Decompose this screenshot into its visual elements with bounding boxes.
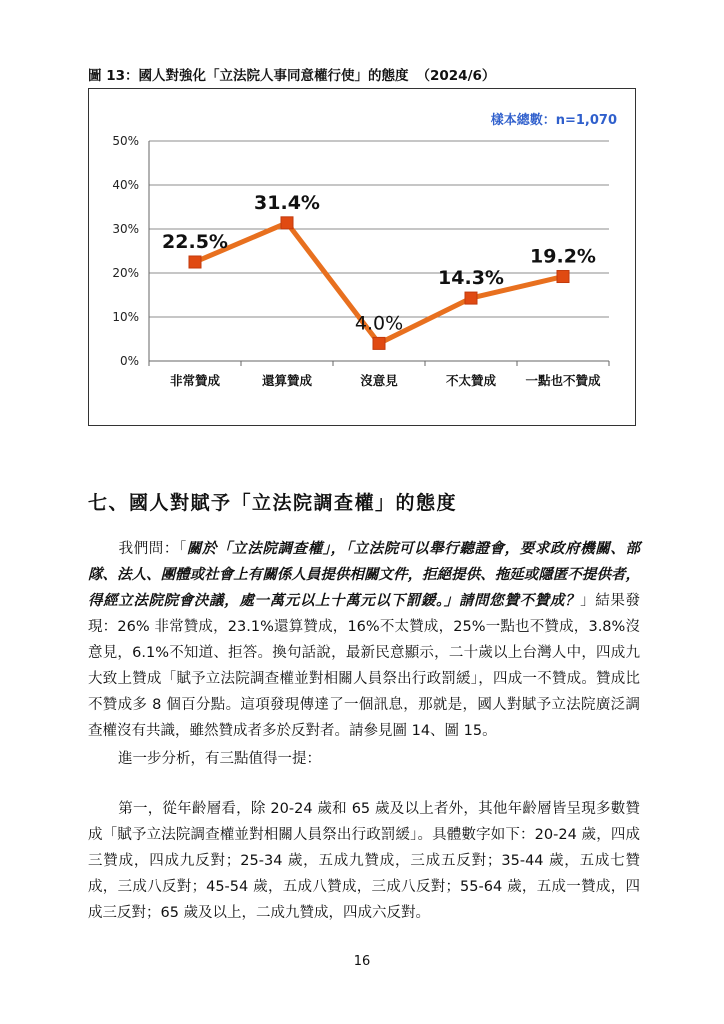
- x-category-label: 一點也不贊成: [525, 373, 601, 388]
- x-category-label: 不太贊成: [445, 373, 497, 388]
- line-chart: [88, 88, 636, 426]
- data-point: [281, 217, 293, 229]
- x-category-label: 還算贊成: [261, 373, 313, 388]
- paragraph-2-text: 進一步分析，有三點值得一提：: [118, 751, 321, 767]
- data-point: [465, 292, 477, 304]
- y-tick-label: 50%: [112, 134, 139, 148]
- data-point: [557, 271, 569, 283]
- y-tick-label: 0%: [119, 354, 139, 368]
- paragraph-3-text: 第一，從年齡層看，除 20-24 歲和 65 歲及以上者外，其他年齡層皆呈現多數贊成「賦予立法院調查權並對相關人員祭出行政罰緩」。具體數字如下：20-24 歲，四成三贊成，四成九反對；25-34 歲，五成九贊成，三成五反對；35-44 歲，五成七贊成，三成八反對；45-54 歲，五成八贊成，三成八反對；55-64 歲，五成一贊成，四成三反對；65 歲及以上，二成九贊成，四成六反對。: [88, 801, 640, 921]
- y-tick-label: 40%: [112, 178, 139, 192]
- y-tick-label: 10%: [112, 310, 139, 324]
- x-category-label: 沒意見: [360, 373, 398, 388]
- sample-size-note: 樣本總數：n=1,070: [490, 113, 617, 128]
- page-number: 16: [353, 954, 371, 969]
- data-label: 14.3%: [438, 267, 504, 290]
- paragraph-3: [88, 796, 640, 926]
- data-label: 31.4%: [254, 191, 320, 214]
- figure-caption: [88, 64, 495, 84]
- x-category-label: 非常贊成: [169, 373, 221, 388]
- chart-plot: [89, 89, 637, 427]
- survey-question-quote: 關於「立法院調查權」，「立法院可以舉行聽證會，要求政府機關、部隊、法人、團體或社會上有關係人員提供相關文件，拒絕提供、拖延或隱匿不提供者，得經立法院院會決議，處一萬元以上十萬元以下罰鍰。」請問您贊不贊成？: [88, 541, 640, 609]
- y-tick-label: 30%: [112, 222, 139, 236]
- data-point: [373, 337, 385, 349]
- paragraph-1-lead: 我們問：「: [118, 541, 187, 557]
- paragraph-1-results: 」結果發現：26% 非常贊成，23.1%還算贊成，16%不太贊成，25%一點也不贊成，3.8%沒意見，6.1%不知道、拒答。換句話說，最新民意顯示，二十歲以上台灣人中，四成九大致上贊成「賦予立法院調查權並對相關人員祭出行政罰緩」，四成一不贊成。贊成比不贊成多 8 個百分點。這項發現傳達了一個訊息，那就是，國人對賦予立法院廣泛調查權沒有共識，雖然贊成者多於反對者。請參見圖 14、圖 15。: [88, 593, 641, 739]
- paragraph-2: [88, 746, 640, 772]
- data-label: 4.0%: [354, 312, 404, 335]
- data-point: [189, 256, 201, 268]
- paragraph-1: [88, 536, 640, 744]
- data-label: 19.2%: [530, 245, 596, 268]
- data-label: 22.5%: [162, 231, 228, 253]
- y-tick-label: 20%: [112, 266, 139, 280]
- figure-title: 圖 13：國人對強化「立法院人事同意權行使」的態度: [88, 68, 409, 84]
- figure-date: （2024/6）: [416, 68, 496, 84]
- section-heading: 七、國人對賦予「立法院調查權」的態度: [88, 492, 458, 514]
